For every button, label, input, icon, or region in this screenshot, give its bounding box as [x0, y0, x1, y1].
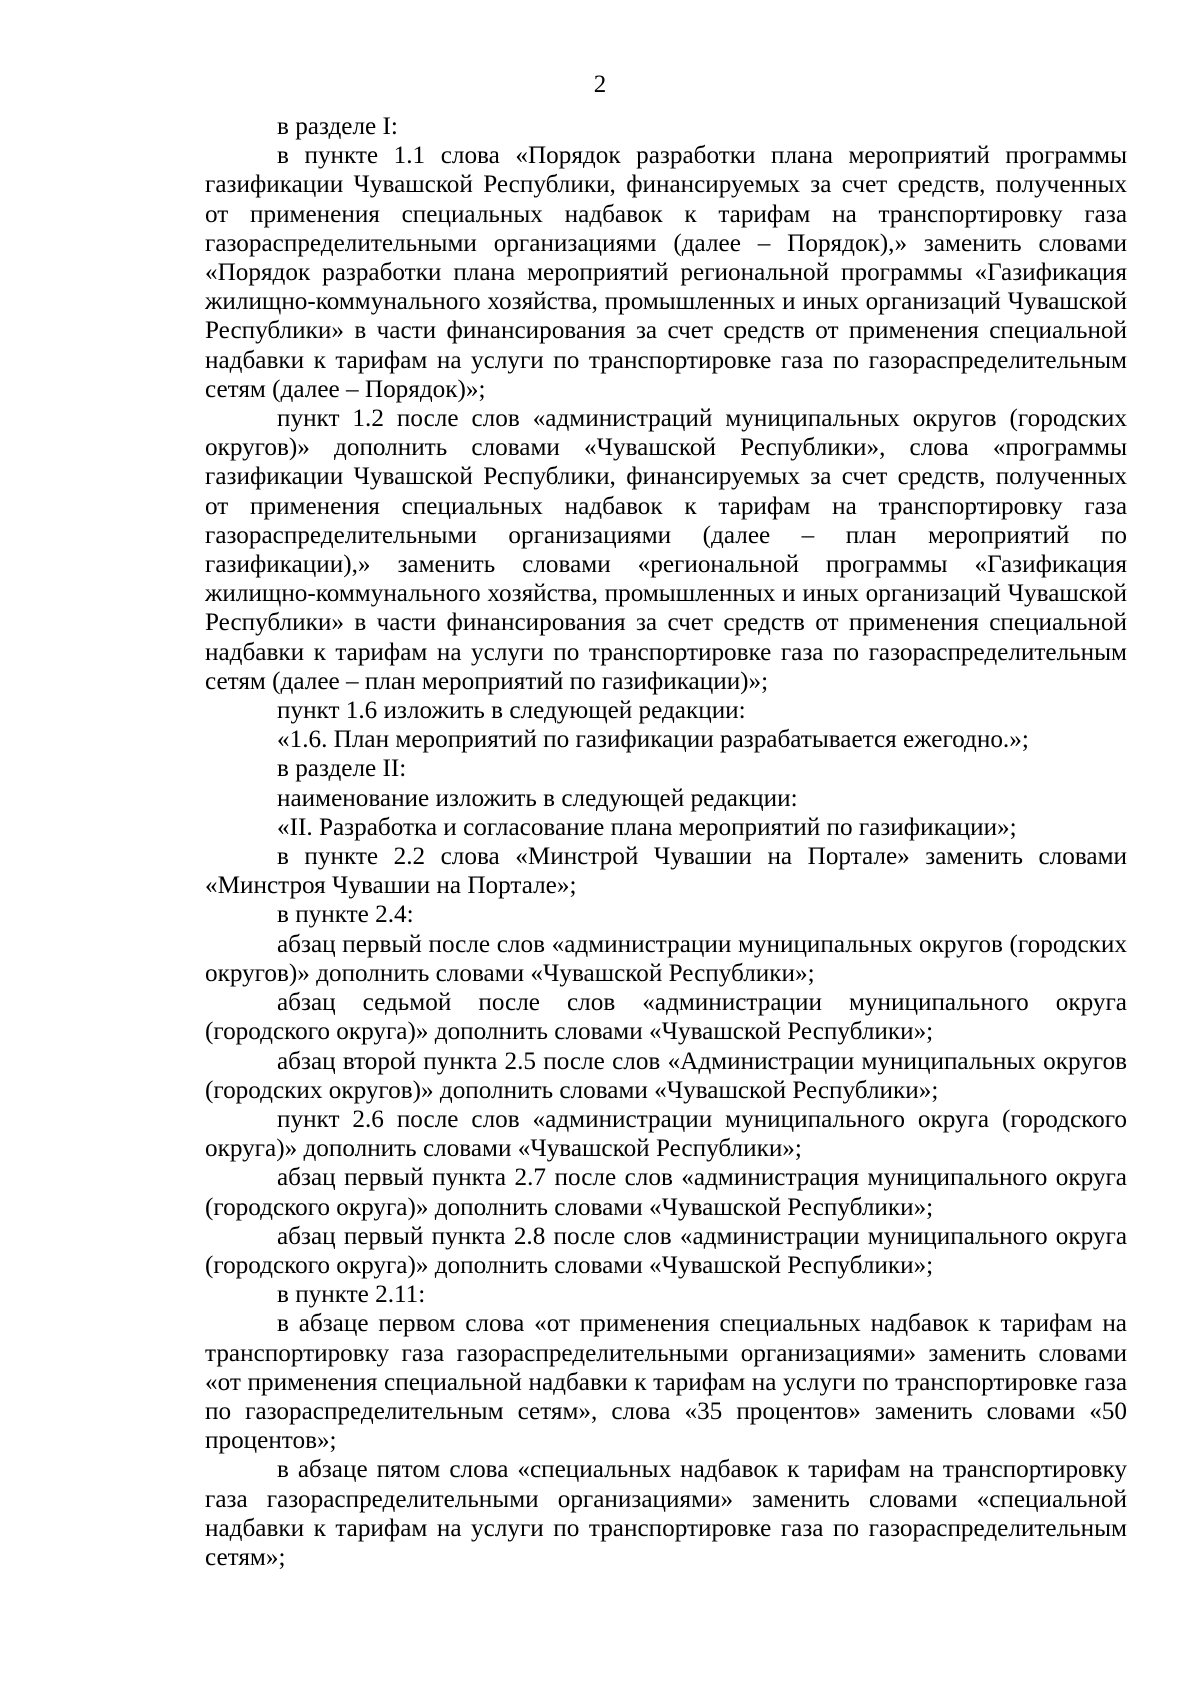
- paragraph: абзац первый пункта 2.7 после слов «администрация муниципального округа (городского округа)» дополнить словами «Чувашской Республики»;: [205, 1164, 1127, 1221]
- paragraph: абзац второй пункта 2.5 после слов «Администрации муниципальных округов (городских округов)» дополнить словами «Чувашской Республики»;: [205, 1047, 1127, 1104]
- document-body: [205, 112, 1127, 1572]
- paragraph: абзац первый после слов «администрации муниципальных округов (городских округов)» дополнить словами «Чувашской Республики»;: [205, 930, 1127, 987]
- paragraph: абзац первый пункта 2.8 после слов «администрации муниципального округа (городского округа)» дополнить словами «Чувашской Республики»;: [205, 1222, 1127, 1279]
- paragraph: пункт 1.6 изложить в следующей редакции:: [277, 697, 746, 725]
- paragraph: в абзаце первом слова «от применения специальных надбавок к тарифам на транспортировку газа газораспределительными организациями» заменить словами «от применения специальной надбавки к тарифам на услуги по транспортировке газа по газораспределительным сетям», слова «35 процентов» заменить словами «50 процентов»;: [205, 1310, 1127, 1455]
- paragraph: в пункте 1.1 слова «Порядок разработки плана мероприятий программы газификации Чувашской Республики, финансируемых за счет средств, полученных от применения специальных надбавок к тарифам на транспортировку газа газораспределительными организациями (далее – Порядок),» заменить словами «Порядок разработки плана мероприятий региональной программы «Газификация жилищно-коммунального хозяйства, промышленных и иных организаций Чувашской Республики» в части финансирования за счет средств от применения специальной надбавки к тарифам на услуги по транспортировке газа по газораспределительным сетям (далее – Порядок)»;: [205, 142, 1127, 403]
- paragraph: пункт 1.2 после слов «администраций муниципальных округов (городских округов)» дополнить словами «Чувашской Республики», слова «программы газификации Чувашской Республики, финансируемых за счет средств, полученных от применения специальных надбавок к тарифам на транспортировку газа газораспределительными организациями (далее – план мероприятий по газификации),» заменить словами «региональной программы «Газификация жилищно-коммунального хозяйства, промышленных и иных организаций Чувашской Республики» в части финансирования за счет средств от применения специальной надбавки к тарифам на услуги по транспортировке газа по газораспределительным сетям (далее – план мероприятий по газификации)»;: [205, 405, 1127, 695]
- paragraph: «1.6. План мероприятий по газификации разрабатывается ежегодно.»;: [277, 726, 1029, 754]
- paragraph: наименование изложить в следующей редакции:: [277, 784, 798, 812]
- paragraph: в пункте 2.2 слова «Минстрой Чувашии на Портале» заменить словами «Минстроя Чувашии на Портале»;: [205, 843, 1127, 900]
- paragraph: в разделе II:: [277, 755, 407, 783]
- paragraph: в абзаце пятом слова «специальных надбавок к тарифам на транспортировку газа газораспределительными организациями» заменить словами «специальной надбавки к тарифам на услуги по транспортировке газа по газораспределительным сетям»;: [205, 1456, 1127, 1571]
- paragraph: «II. Разработка и согласование плана мероприятий по газификации»;: [277, 813, 1017, 841]
- paragraph: в пункте 2.4:: [277, 901, 414, 929]
- paragraph: абзац седьмой после слов «администрации муниципального округа (городского округа)» дополнить словами «Чувашской Республики»;: [205, 989, 1127, 1046]
- page-number: 2: [593, 71, 607, 98]
- paragraph: пункт 2.6 после слов «администрации муниципального округа (городского округа)» дополнить словами «Чувашской Республики»;: [205, 1105, 1127, 1163]
- paragraph: в пункте 2.11:: [277, 1281, 426, 1309]
- paragraph: в разделе I:: [277, 113, 398, 140]
